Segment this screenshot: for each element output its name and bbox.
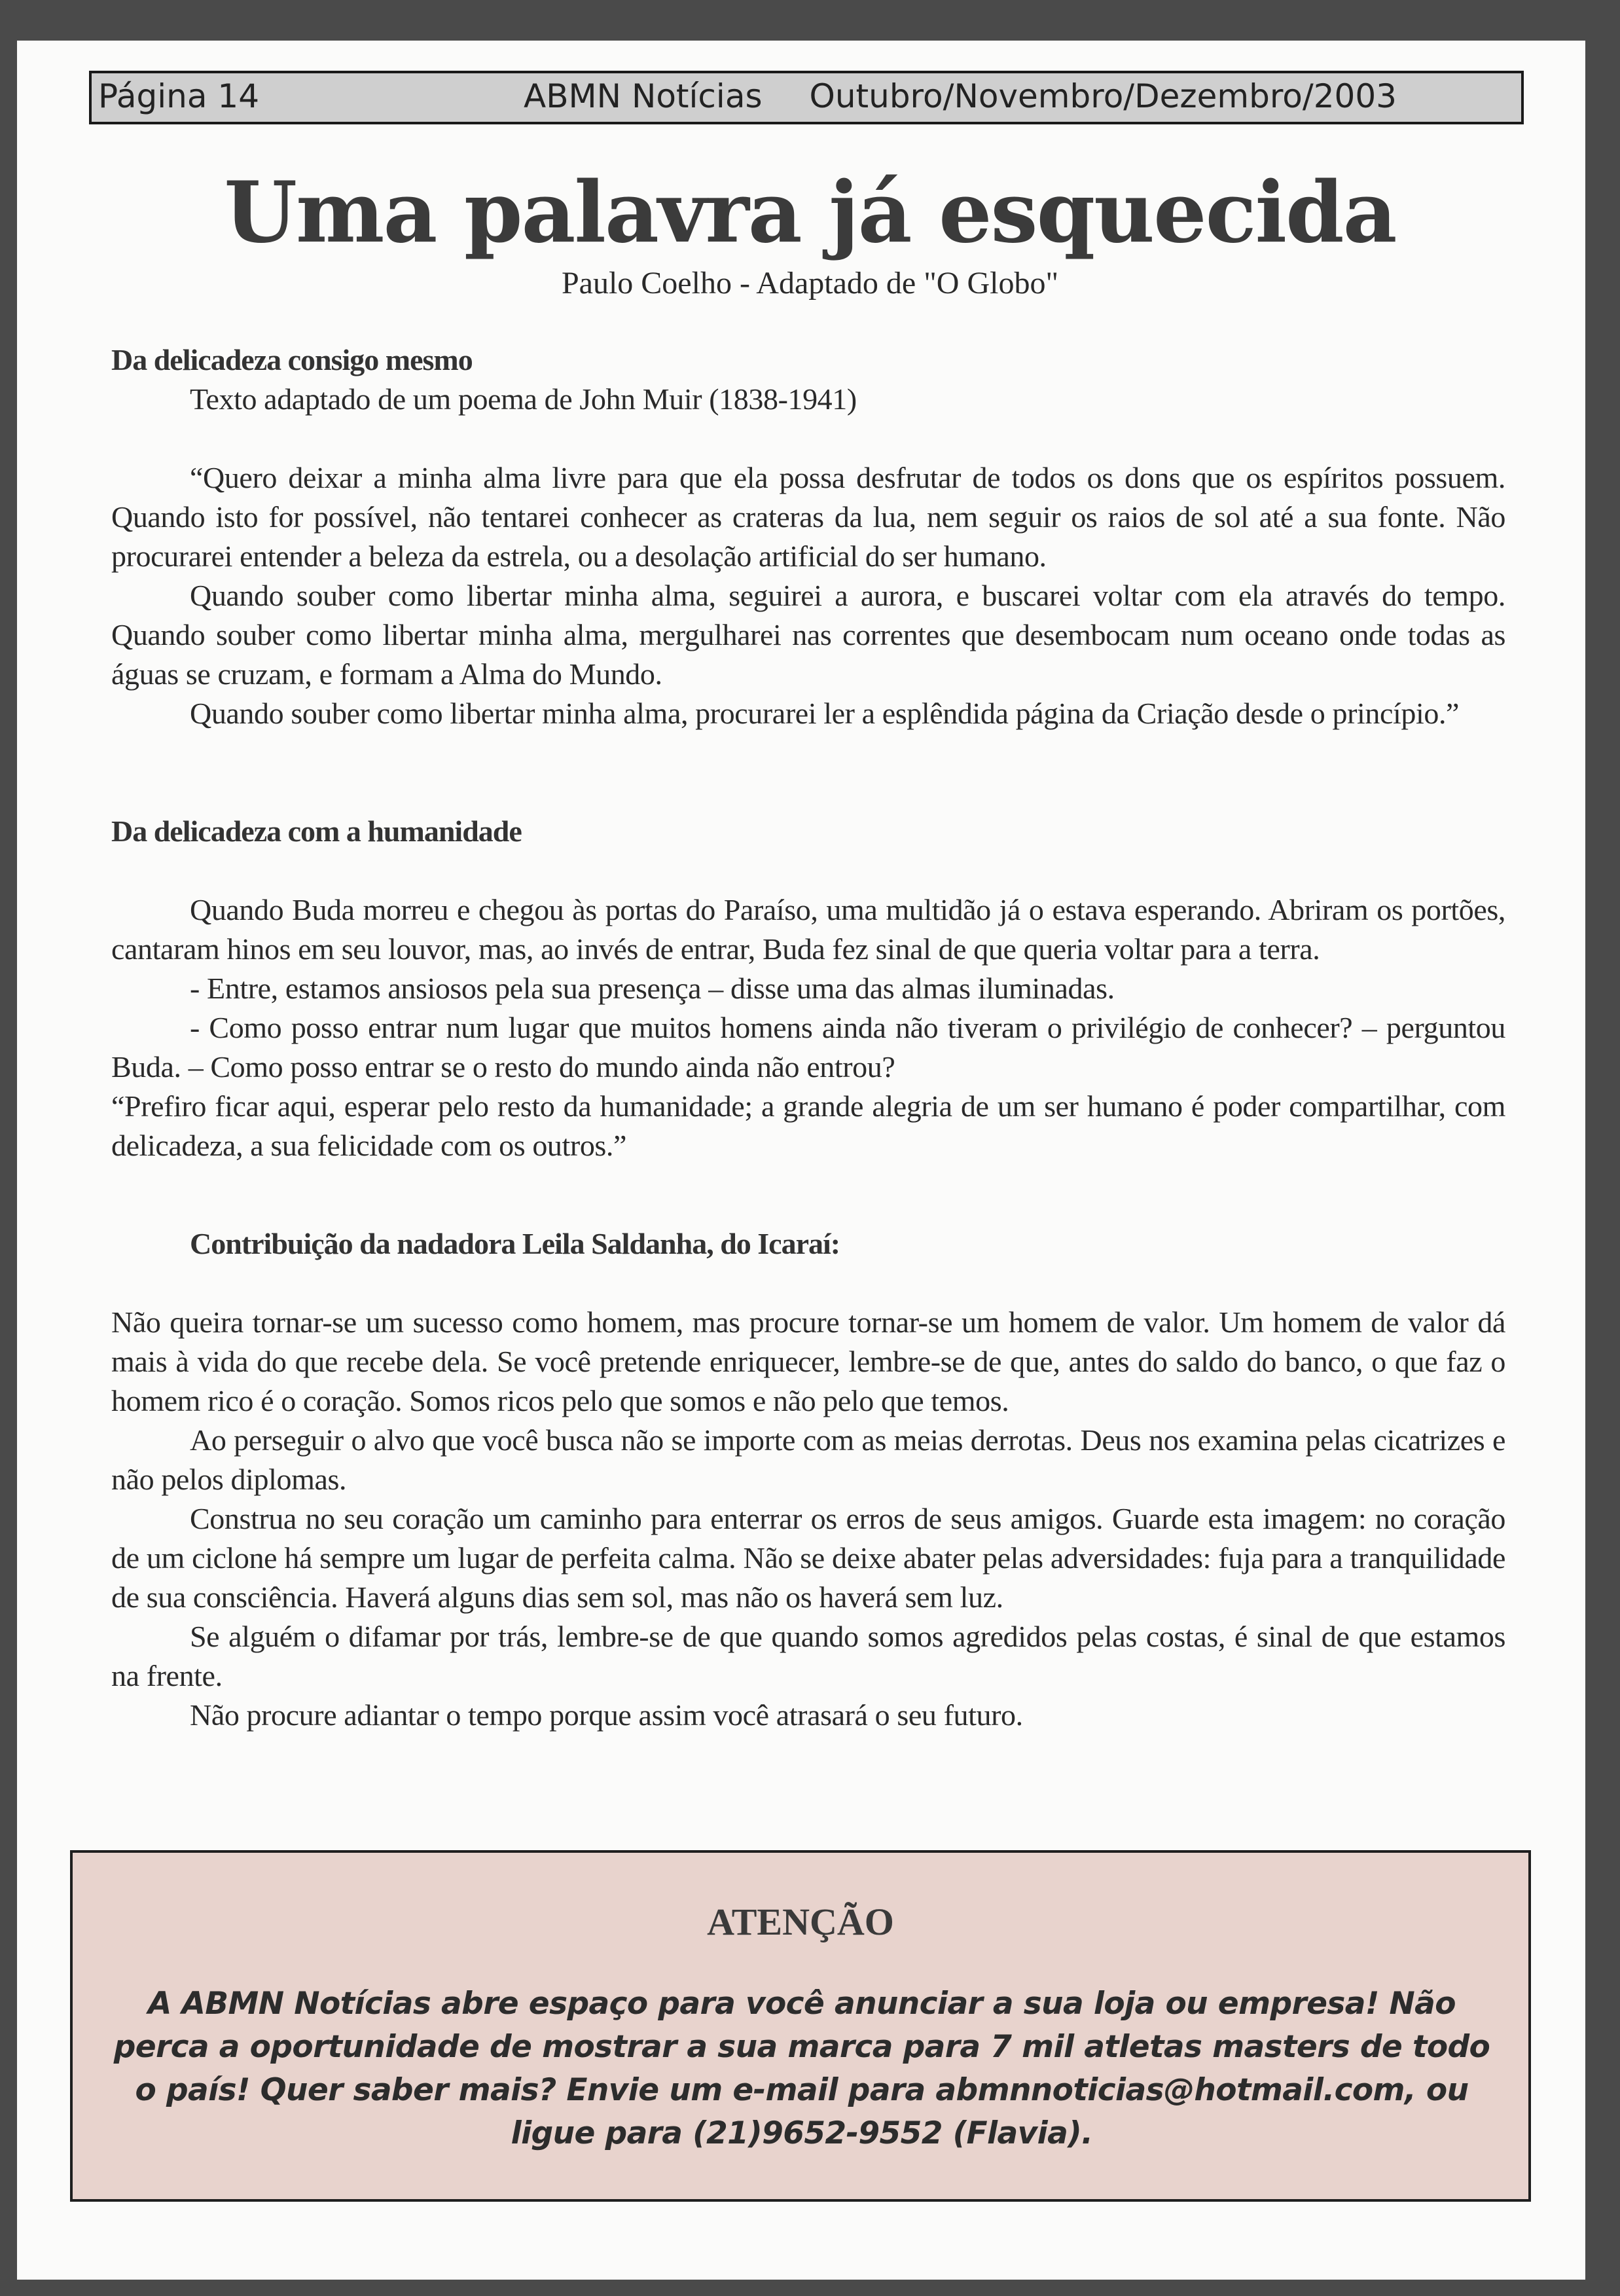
section-heading: Da delicadeza com a humanidade [111,814,522,848]
paragraph: Se alguém o difamar por trás, lembre-se de que quando somos agredidos pelas costas, é sinal de que estamos na frente. [111,1620,1505,1692]
paragraph: Não procure adiantar o tempo porque assim você atrasará o seu futuro. [190,1698,1023,1732]
paragraph: Construa no seu coração um caminho para enterrar os erros de seus amigos. Guarde esta imagem: no coração de um ciclone há sempre um lugar de perfeita calma. Não se deixe abater pelas adversidades: fuja para a tranquilidade de sua consciência. Haverá alguns dias sem sol, mas não os haverá sem luz. [111,1502,1505,1614]
paragraph: - Entre, estamos ansiosos pela sua presença – disse uma das almas iluminadas. [190,972,1115,1005]
paragraph: “Prefiro ficar aqui, esperar pelo resto da humanidade; a grande alegria de um ser humano é poder compartilhar, com delicadeza, a sua felicidade com os outros.” [111,1089,1505,1162]
source-note: Texto adaptado de um poema de John Muir (1838-1941) [190,382,857,416]
paragraph: Ao perseguir o alvo que você busca não se importe com as meias derrotas. Deus nos examina pelas cicatrizes e não pelos diplomas. [111,1423,1505,1496]
article-body [111,340,1505,1735]
issue-date: Outubro/Novembro/Dezembro/2003 [809,77,1397,115]
paragraph: Quando souber como libertar minha alma, seguirei a aurora, e buscarei voltar com ela através do tempo. Quando souber como libertar minha alma, mergulharei nas correntes que desembocam num oceano onde todas as águas se cruzam, e formam a Alma do Mundo. [111,579,1505,691]
section-heading: Da delicadeza consigo mesmo [111,343,473,376]
section-heading: Contribuição da nadadora Leila Saldanha, do Icaraí: [190,1227,840,1260]
page-number: Página 14 [98,77,260,115]
advertising-notice-box [70,1850,1531,2202]
publication-name: ABMN Notícias [524,77,763,115]
notice-title: ATENÇÃO [707,1901,894,1943]
article-byline: Paulo Coelho - Adaptado de "O Globo" [561,266,1059,301]
article-title: Uma palavra já esquecida [224,164,1396,262]
paragraph: Quando Buda morreu e chegou às portas do Paraíso, uma multidão já o estava esperando. Abriram os portões, cantaram hinos em seu louvor, mas, ao invés de entrar, Buda fez sinal de que queria voltar para a terra. [111,893,1505,966]
page-header-bar [89,71,1524,124]
paragraph: Não queira tornar-se um sucesso como homem, mas procure tornar-se um homem de valor. Um homem de valor dá mais à vida do que recebe dela. Se você pretende enriquecer, lembre-se de que, antes do saldo do banco, o que faz o homem rico é o coração. Somos ricos pelo que somos e não pelo que temos. [111,1305,1505,1417]
paragraph: Quando souber como libertar minha alma, procurarei ler a esplêndida página da Criação desde o princípio.” [190,697,1460,730]
paragraph: - Como posso entrar num lugar que muitos homens ainda não tiveram o privilégio de conhecer? – perguntou Buda. – Como posso entrar se o resto do mundo ainda não entrou? [111,1011,1505,1084]
notice-body: A ABMN Notícias abre espaço para você anunciar a sua loja ou empresa! Não perca a oportunidade de mostrar a sua marca para 7 mil atletas masters de todo o país! Quer saber mais? Envie um e-mail para abmnnoticias@hotmail.com, ou ligue para (21)9652-9552 (Flavia). [113,1986,1490,2151]
paragraph: “Quero deixar a minha alma livre para que ela possa desfrutar de todos os dons que os espíritos possuem. Quando isto for possível, não tentarei conhecer as crateras da lua, nem seguir os raios de sol até a sua fonte. Não procurarei entender a beleza da estrela, ou a desolação artificial do ser humano. [111,461,1505,573]
